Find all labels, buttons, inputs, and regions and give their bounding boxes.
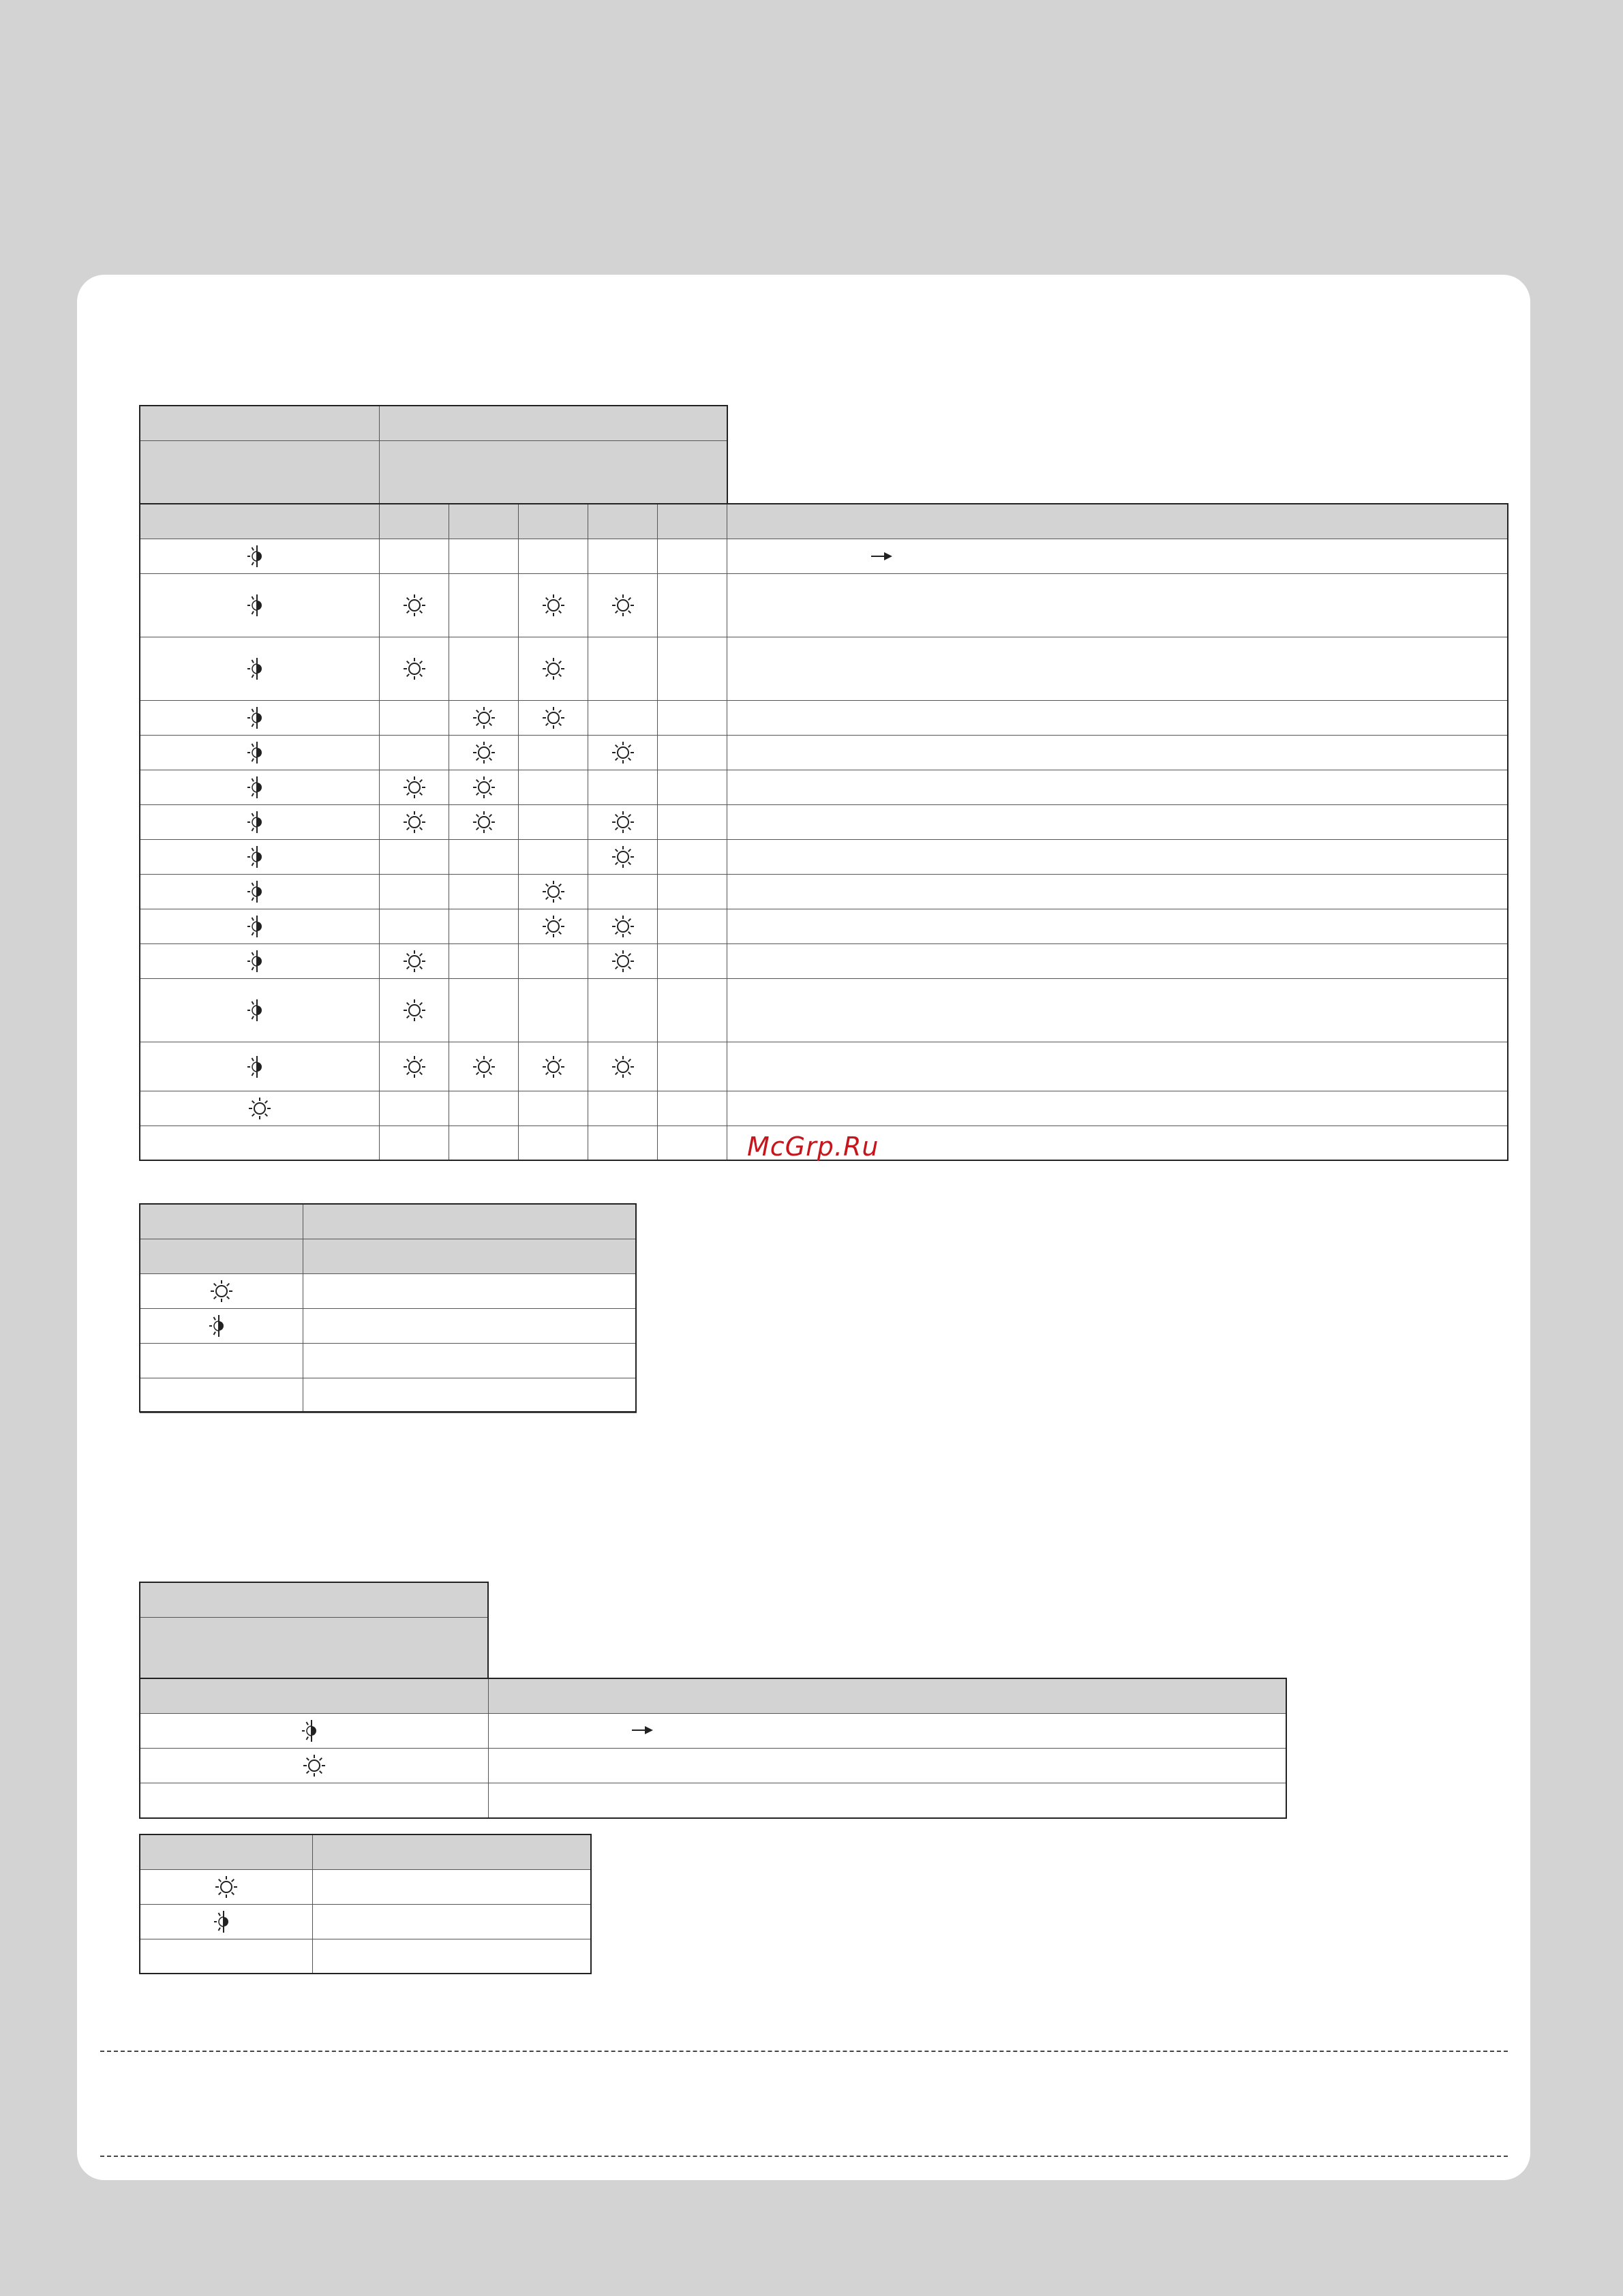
table-cell xyxy=(658,1042,727,1091)
table-cell xyxy=(489,1714,1287,1749)
table-cell xyxy=(519,1126,588,1161)
table-cell xyxy=(140,770,380,805)
table-cell xyxy=(727,840,1508,875)
table-header-row xyxy=(140,1583,1287,1618)
sun-icon xyxy=(402,810,427,834)
half-sun-icon xyxy=(247,775,272,800)
half-sun-icon xyxy=(209,1314,234,1338)
table-cell xyxy=(588,1042,658,1091)
header-cell xyxy=(140,504,380,539)
sun-icon xyxy=(541,1055,566,1079)
sun-icon xyxy=(402,775,427,800)
table-cell xyxy=(140,1870,313,1905)
half-sun-icon xyxy=(247,706,272,730)
table-cell xyxy=(519,1042,588,1091)
table-cell xyxy=(140,1309,303,1344)
table-cell xyxy=(727,805,1508,840)
half-sun-icon xyxy=(214,1909,239,1934)
table-cell xyxy=(380,944,449,979)
table-header-row xyxy=(140,1239,637,1274)
legend-table xyxy=(140,1204,637,1413)
table-header-row xyxy=(140,1679,1287,1714)
table-header-row xyxy=(140,1205,637,1239)
table-cell xyxy=(140,840,380,875)
table-cell xyxy=(727,770,1508,805)
table-cell xyxy=(303,1274,637,1309)
table-cell xyxy=(588,944,658,979)
table-cell xyxy=(588,539,658,574)
table-cell xyxy=(449,979,519,1042)
table-cell xyxy=(658,840,727,875)
table-cell xyxy=(519,805,588,840)
table-cell xyxy=(140,805,380,840)
table-cell xyxy=(380,1042,449,1091)
table-cell xyxy=(727,944,1508,979)
table-cell xyxy=(658,805,727,840)
sun-icon xyxy=(472,706,496,730)
table-header-row xyxy=(140,1618,1287,1679)
table-header-row xyxy=(140,1835,592,1870)
header-cell xyxy=(140,441,380,504)
table-cell xyxy=(658,574,727,637)
table-row xyxy=(140,1378,637,1413)
table-cell xyxy=(519,1091,588,1126)
table-cell xyxy=(519,736,588,770)
table-cell xyxy=(449,770,519,805)
dashed-divider xyxy=(100,2051,1508,2052)
table-cell xyxy=(449,909,519,944)
half-sun-icon xyxy=(247,914,272,939)
table-cell xyxy=(449,736,519,770)
table-cell xyxy=(140,701,380,736)
table-cell xyxy=(449,701,519,736)
lamp-pattern-table xyxy=(140,406,1508,1161)
table-cell xyxy=(449,840,519,875)
table-cell xyxy=(380,539,449,574)
sun-icon xyxy=(611,949,635,973)
table-cell xyxy=(380,875,449,909)
table-cell xyxy=(140,1042,380,1091)
table-cell xyxy=(140,944,380,979)
table-row xyxy=(140,736,1508,770)
table-cell xyxy=(449,574,519,637)
table-cell xyxy=(380,840,449,875)
table-cell xyxy=(727,574,1508,637)
table-cell xyxy=(140,637,380,701)
header-cell xyxy=(519,504,588,539)
half-sun-icon xyxy=(247,949,272,973)
table-row xyxy=(140,1870,592,1905)
table-cell xyxy=(658,875,727,909)
table-cell xyxy=(380,574,449,637)
table-row xyxy=(140,1783,1287,1818)
table-header-row xyxy=(140,406,1508,441)
table-row xyxy=(140,1309,637,1344)
table-cell xyxy=(658,770,727,805)
sun-icon xyxy=(472,810,496,834)
table-cell xyxy=(449,805,519,840)
table-row xyxy=(140,1344,637,1378)
table-cell xyxy=(140,1905,313,1939)
table-cell xyxy=(449,944,519,979)
table-row xyxy=(140,770,1508,805)
table-cell xyxy=(380,979,449,1042)
table-row xyxy=(140,1274,637,1309)
table-cell xyxy=(519,979,588,1042)
table-cell xyxy=(380,736,449,770)
header-cell xyxy=(380,504,449,539)
half-sun-icon xyxy=(302,1719,327,1743)
second-pattern-table xyxy=(140,1582,1287,1818)
table-cell xyxy=(519,574,588,637)
table-header-row xyxy=(140,504,1508,539)
table-cell xyxy=(313,1939,592,1974)
table-cell xyxy=(658,944,727,979)
table-row xyxy=(140,1749,1287,1783)
table-cell xyxy=(140,1274,303,1309)
table-cell xyxy=(140,979,380,1042)
table-cell xyxy=(140,1344,303,1378)
table-row xyxy=(140,1905,592,1939)
sun-icon xyxy=(214,1875,239,1899)
table-row xyxy=(140,1091,1508,1126)
sun-icon xyxy=(541,593,566,618)
table-cell xyxy=(727,1042,1508,1091)
half-sun-icon xyxy=(247,998,272,1023)
table-cell xyxy=(303,1309,637,1344)
table-row xyxy=(140,637,1508,701)
table-cell xyxy=(588,1126,658,1161)
table-row xyxy=(140,701,1508,736)
sun-icon xyxy=(247,1096,272,1121)
table-cell xyxy=(140,736,380,770)
table-row xyxy=(140,1714,1287,1749)
table-cell xyxy=(313,1870,592,1905)
table-cell xyxy=(313,1905,592,1939)
sun-icon xyxy=(402,998,427,1023)
header-cell xyxy=(588,504,658,539)
table-cell xyxy=(449,1042,519,1091)
table-cell xyxy=(588,909,658,944)
table-cell xyxy=(380,805,449,840)
table-cell xyxy=(588,637,658,701)
table-cell xyxy=(140,1714,489,1749)
table-cell xyxy=(140,1126,380,1161)
half-sun-icon xyxy=(247,810,272,834)
table-cell xyxy=(658,909,727,944)
table-cell xyxy=(658,979,727,1042)
table-cell xyxy=(727,1091,1508,1126)
sun-icon xyxy=(541,914,566,939)
half-sun-icon xyxy=(247,1055,272,1079)
table-cell xyxy=(489,1783,1287,1818)
sun-icon xyxy=(472,775,496,800)
table-cell xyxy=(588,770,658,805)
table-cell xyxy=(519,539,588,574)
table-cell xyxy=(588,840,658,875)
table-cell xyxy=(588,979,658,1042)
table-cell xyxy=(588,701,658,736)
table-cell xyxy=(380,1126,449,1161)
table-cell xyxy=(588,805,658,840)
table-cell xyxy=(519,637,588,701)
table-cell xyxy=(489,1749,1287,1783)
table-cell xyxy=(380,1091,449,1126)
table-cell xyxy=(140,875,380,909)
header-cell xyxy=(449,504,519,539)
table-cell xyxy=(380,637,449,701)
table-cell xyxy=(658,539,727,574)
table-row xyxy=(140,909,1508,944)
header-cell xyxy=(727,504,1508,539)
second-legend-table xyxy=(140,1834,592,1974)
table-cell xyxy=(140,1749,489,1783)
table-cell xyxy=(140,1091,380,1126)
table-row xyxy=(140,574,1508,637)
header-cell xyxy=(380,406,727,441)
table-cell xyxy=(519,840,588,875)
table-row xyxy=(140,1042,1508,1091)
sun-icon xyxy=(541,879,566,904)
table-cell xyxy=(449,1126,519,1161)
sun-icon xyxy=(611,1055,635,1079)
table-cell xyxy=(727,736,1508,770)
half-sun-icon xyxy=(247,845,272,869)
table-cell xyxy=(658,701,727,736)
table-cell xyxy=(380,770,449,805)
sun-icon xyxy=(472,1055,496,1079)
table-cell xyxy=(380,701,449,736)
table-cell xyxy=(303,1344,637,1378)
arrow-icon xyxy=(632,1729,651,1731)
sun-icon xyxy=(402,593,427,618)
header-cell xyxy=(140,406,380,441)
table-cell xyxy=(658,1091,727,1126)
table-cell xyxy=(140,539,380,574)
table-row xyxy=(140,805,1508,840)
arrow-icon xyxy=(871,556,890,557)
table-cell xyxy=(588,736,658,770)
table-cell xyxy=(658,736,727,770)
table-cell xyxy=(449,875,519,909)
half-sun-icon xyxy=(247,544,272,569)
sun-icon xyxy=(611,845,635,869)
table-cell xyxy=(727,637,1508,701)
table-row xyxy=(140,1939,592,1974)
table-row xyxy=(140,979,1508,1042)
sun-icon xyxy=(402,656,427,681)
sun-icon xyxy=(541,656,566,681)
table-cell xyxy=(303,1378,637,1413)
sun-icon xyxy=(611,810,635,834)
table-cell xyxy=(727,979,1508,1042)
sun-icon xyxy=(611,593,635,618)
table-cell xyxy=(140,909,380,944)
table-cell xyxy=(658,637,727,701)
table-cell xyxy=(140,1783,489,1818)
sun-icon xyxy=(402,949,427,973)
table-cell xyxy=(449,1091,519,1126)
table-cell xyxy=(519,944,588,979)
table-cell xyxy=(727,701,1508,736)
table-cell xyxy=(519,909,588,944)
table-row xyxy=(140,944,1508,979)
sun-icon xyxy=(541,706,566,730)
table-cell xyxy=(727,875,1508,909)
table-cell xyxy=(380,909,449,944)
header-cell xyxy=(380,441,727,504)
sun-icon xyxy=(209,1279,234,1303)
table-cell xyxy=(588,574,658,637)
table-cell xyxy=(140,1939,313,1974)
half-sun-icon xyxy=(247,740,272,765)
table-cell xyxy=(519,875,588,909)
table-cell xyxy=(588,875,658,909)
table-cell xyxy=(727,539,1508,574)
half-sun-icon xyxy=(247,593,272,618)
table-cell xyxy=(658,1126,727,1161)
table-cell xyxy=(449,539,519,574)
half-sun-icon xyxy=(247,656,272,681)
half-sun-icon xyxy=(247,879,272,904)
sun-icon xyxy=(402,1055,427,1079)
table-cell xyxy=(449,637,519,701)
watermark: McGrp.Ru xyxy=(747,1132,879,1162)
table-header-row xyxy=(140,441,1508,504)
table-cell xyxy=(519,770,588,805)
table-cell xyxy=(140,574,380,637)
sun-icon xyxy=(472,740,496,765)
sun-icon xyxy=(611,914,635,939)
header-cell xyxy=(658,504,727,539)
sun-icon xyxy=(302,1753,327,1778)
table-row xyxy=(140,840,1508,875)
sun-icon xyxy=(611,740,635,765)
table-row xyxy=(140,539,1508,574)
dashed-divider xyxy=(100,2156,1508,2157)
table-cell xyxy=(519,701,588,736)
table-cell xyxy=(588,1091,658,1126)
table-cell xyxy=(140,1378,303,1413)
table-row xyxy=(140,875,1508,909)
table-cell xyxy=(727,909,1508,944)
